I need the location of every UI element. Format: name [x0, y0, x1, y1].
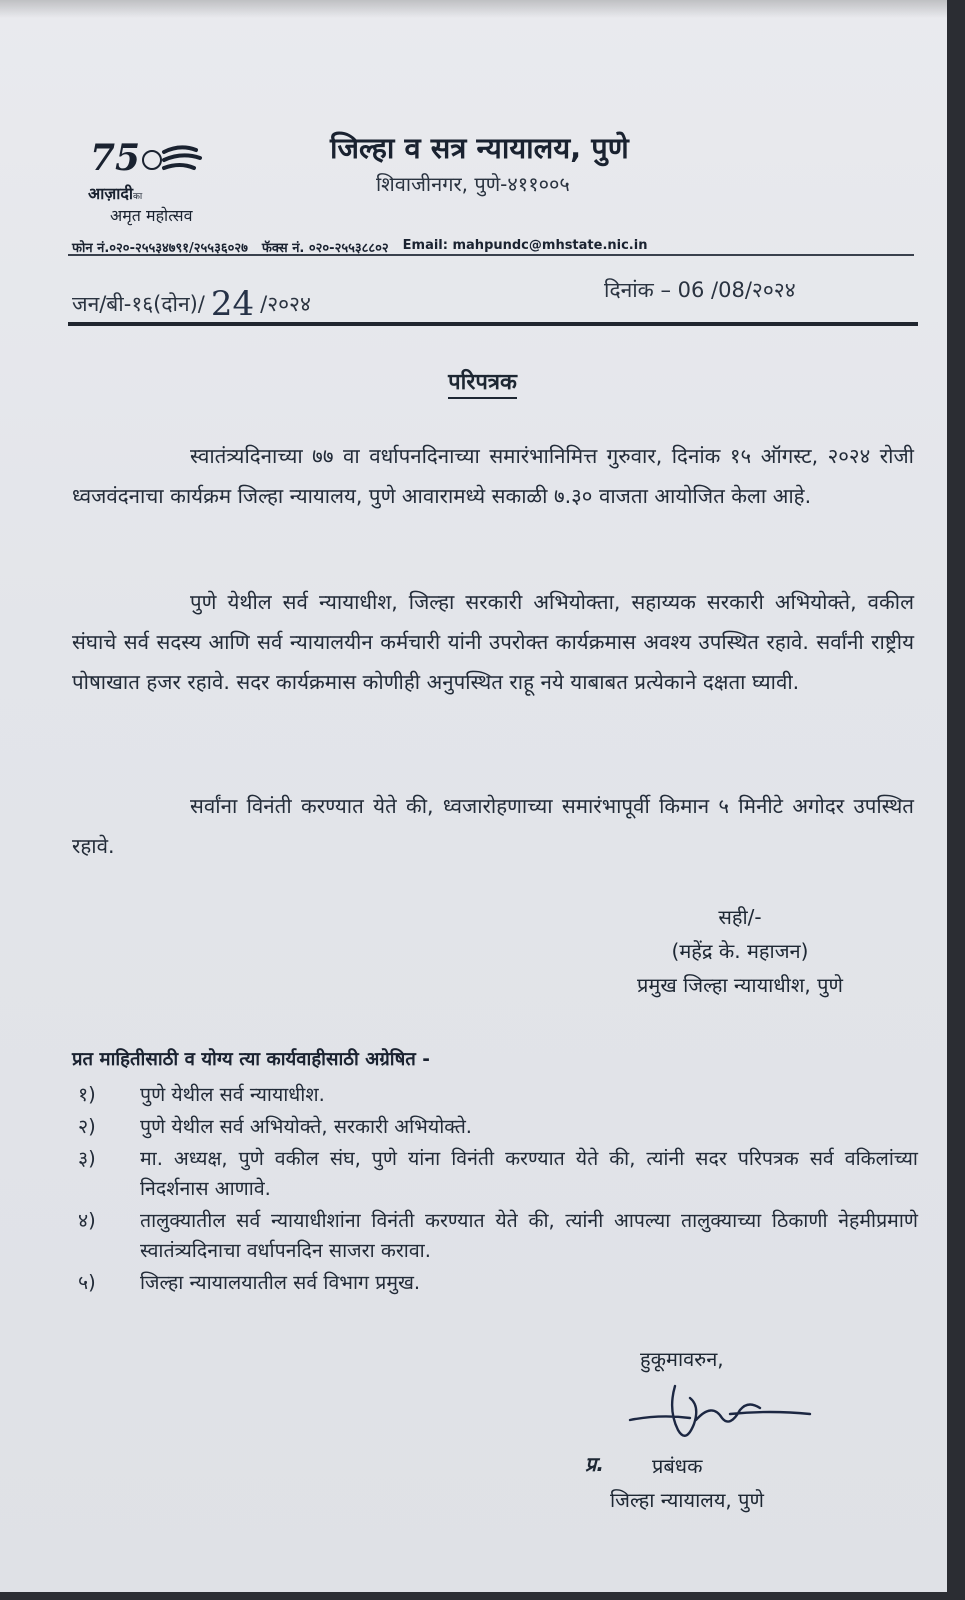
fax-text: फॅक्स नं. ०२०-२५५३८८०२	[261, 241, 389, 256]
order-by-text: हुकूमावरुन,	[640, 1347, 724, 1371]
signed-mark: सही/-	[718, 905, 762, 929]
reference-date: दिनांक – 06 /08/२०२४	[604, 278, 796, 302]
azadi-logo	[80, 136, 230, 228]
body-paragraph-1: स्वातंत्र्यदिनाच्या ७७ वा वर्धापनदिनाच्या समारंभानिमित्त गुरुवार, दिनांक १५ ऑगस्ट, २०२४ रोजी ध्वजवंदनाचा कार्यक्रम जिल्हा न्यायालय, पुणे आवारामध्ये सकाळी ७.३० वाजता आयोजित केला आहे.	[72, 444, 914, 508]
logo-line-1: आज़ादीका	[88, 184, 143, 203]
list-item: ४) तालुक्यातील सर्व न्यायाधीशांना विनंती करण्यात येते की, त्यांनी आपल्या तालुक्याच्या ठिकाणी नेहमीप्रमाणे स्वातंत्र्यदिनाचा वर्धापनदिन साजरा करावा.	[78, 1209, 918, 1262]
office-name: जिल्हा न्यायालय, पुणे	[610, 1488, 764, 1512]
court-name: जिल्हा व सत्र न्यायालय, पुणे	[330, 131, 629, 165]
signatory-designation: प्रमुख जिल्हा न्यायाधीश, पुणे	[637, 973, 843, 997]
manager-title: प्रबंधक	[652, 1454, 703, 1478]
signatory-name: (महेंद्र के. महाजन)	[671, 939, 809, 963]
header-rule	[68, 254, 914, 256]
email-text: Email: mahpundc@mhstate.nic.in	[402, 238, 648, 253]
reference-row	[72, 276, 912, 324]
list-item: २) पुणे येथील सर्व अभियोक्ते, सरकारी अभियोक्ते.	[78, 1115, 473, 1138]
handwritten-signature	[620, 1380, 830, 1450]
list-item: १) पुणे येथील सर्व न्यायाधीश.	[78, 1083, 325, 1106]
handwritten-number: 24	[210, 284, 255, 324]
phone-text: फोन नं.०२०-२५५३४७९१/२५५३६०२७	[72, 241, 248, 256]
circular-title: परिपत्रक	[0, 366, 947, 396]
header-thick-rule	[68, 322, 918, 326]
court-address: शिवाजीनगर, पुणे-४११००५	[376, 172, 570, 196]
azadi-emblem-icon	[90, 136, 210, 186]
body-paragraph-2: पुणे येथील सर्व न्यायाधीश, जिल्हा सरकारी अभियोक्ता, सहाय्यक सरकारी अभियोक्ते, वकील संघाचे सर्व सदस्य आणि सर्व न्यायालयीन कर्मचारी यांनी उपरोक्त कार्यक्रमास अवश्य उपस्थित रहावे. सर्वांनी राष्ट्रीय पोषाखात हजर रहावे. सदर कार्यक्रमास कोणीही अनुपस्थित राहू नये याबाबत प्रत्येकाने दक्षता घ्यावी.	[72, 590, 914, 694]
copy-to-heading: प्रत माहितीसाठी व योग्य त्या कार्यवाहीसाठी अग्रेषित -	[72, 1049, 430, 1070]
reference-number: जन/बी-१६(दोन)/ 24 /२०२४	[72, 284, 311, 324]
pra-prefix: प्र.	[585, 1452, 604, 1476]
list-item: ३) मा. अध्यक्ष, पुणे वकील संघ, पुणे यांना विनंती करण्यात येते की, त्यांनी सदर परिपत्रक सर्व वकिलांच्या निदर्शनास आणावे.	[78, 1147, 918, 1200]
copy-to-list	[78, 1080, 918, 1300]
page-shadow	[0, 0, 947, 18]
logo-mark: 75	[90, 137, 141, 179]
body-paragraph-3: सर्वांना विनंती करण्यात येते की, ध्वजारोहणाच्या समारंभापूर्वी किमान ५ मिनीटे अगोदर उपस्थित रहावे.	[72, 794, 914, 858]
list-item: ५) जिल्हा न्यायालयातील सर्व विभाग प्रमुख.	[78, 1271, 421, 1294]
logo-line-2: अमृत महोत्सव	[110, 206, 193, 225]
